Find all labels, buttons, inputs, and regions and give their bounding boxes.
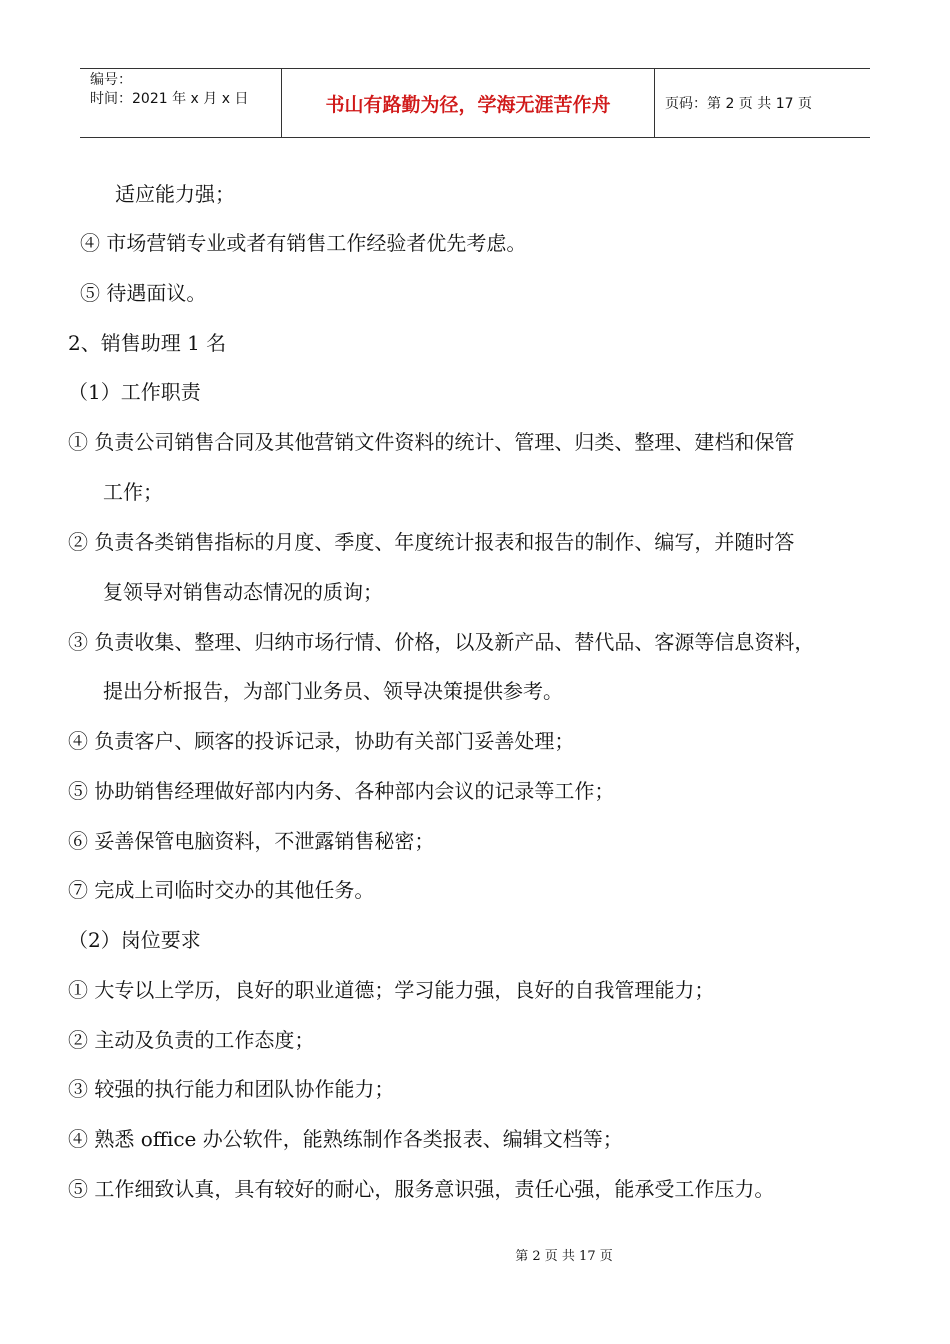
text-line: ⑥ 妥善保管电脑资料，不泄露销售秘密；: [68, 829, 435, 853]
text-line: 提出分析报告，为部门业务员、领导决策提供参考。: [103, 679, 563, 703]
text-line: ① 大专以上学历，良好的职业道德；学习能力强，良好的自我管理能力；: [68, 978, 715, 1002]
text-line: ⑤ 工作细致认真，具有较好的耐心，服务意识强，责任心强，能承受工作压力。: [68, 1177, 775, 1201]
text-line: ② 主动及负责的工作态度；: [68, 1028, 315, 1052]
text-line: ④ 负责客户、顾客的投诉记录，协助有关部门妥善处理；: [68, 729, 575, 753]
subsection-heading: （2）岗位要求: [68, 928, 201, 952]
text-line: ⑤ 待遇面议。: [80, 281, 207, 305]
header-page-info: 页码：第 2 页 共 17 页: [665, 96, 812, 112]
text-line: ① 负责公司销售合同及其他营销文件资料的统计、管理、归类、整理、建档和保管: [68, 430, 795, 454]
page-header: [80, 68, 870, 138]
header-motto: 书山有路勤为径，学海无涯苦作舟: [282, 69, 655, 137]
text-line: 适应能力强；: [115, 182, 235, 206]
text-line: ⑤ 协助销售经理做好部内内务、各种部内会议的记录等工作；: [68, 779, 615, 803]
header-time: 时间：2021 年 x 月 x 日: [90, 91, 249, 107]
text-line: ③ 较强的执行能力和团队协作能力；: [68, 1077, 395, 1101]
text-line: ⑦ 完成上司临时交办的其他任务。: [68, 878, 375, 902]
header-number: 编号：: [90, 72, 132, 88]
header-meta: [80, 69, 282, 137]
text-line: ④ 市场营销专业或者有销售工作经验者优先考虑。: [80, 231, 527, 255]
section-heading: 2、销售助理 1 名: [68, 331, 227, 355]
subsection-heading: （1）工作职责: [68, 380, 201, 404]
text-line: ② 负责各类销售指标的月度、季度、年度统计报表和报告的制作、编写，并随时答: [68, 530, 795, 554]
page-footer: [0, 1245, 950, 1264]
text-line: ④ 熟悉 office 办公软件，能熟练制作各类报表、编辑文档等；: [68, 1127, 623, 1151]
footer-page-number: 第 2 页 共 17 页: [515, 1249, 613, 1264]
text-line: ③ 负责收集、整理、归纳市场行情、价格，以及新产品、替代品、客源等信息资料，: [68, 630, 815, 654]
text-line: 复领导对销售动态情况的质询；: [103, 580, 383, 604]
text-line: 工作；: [103, 480, 163, 504]
